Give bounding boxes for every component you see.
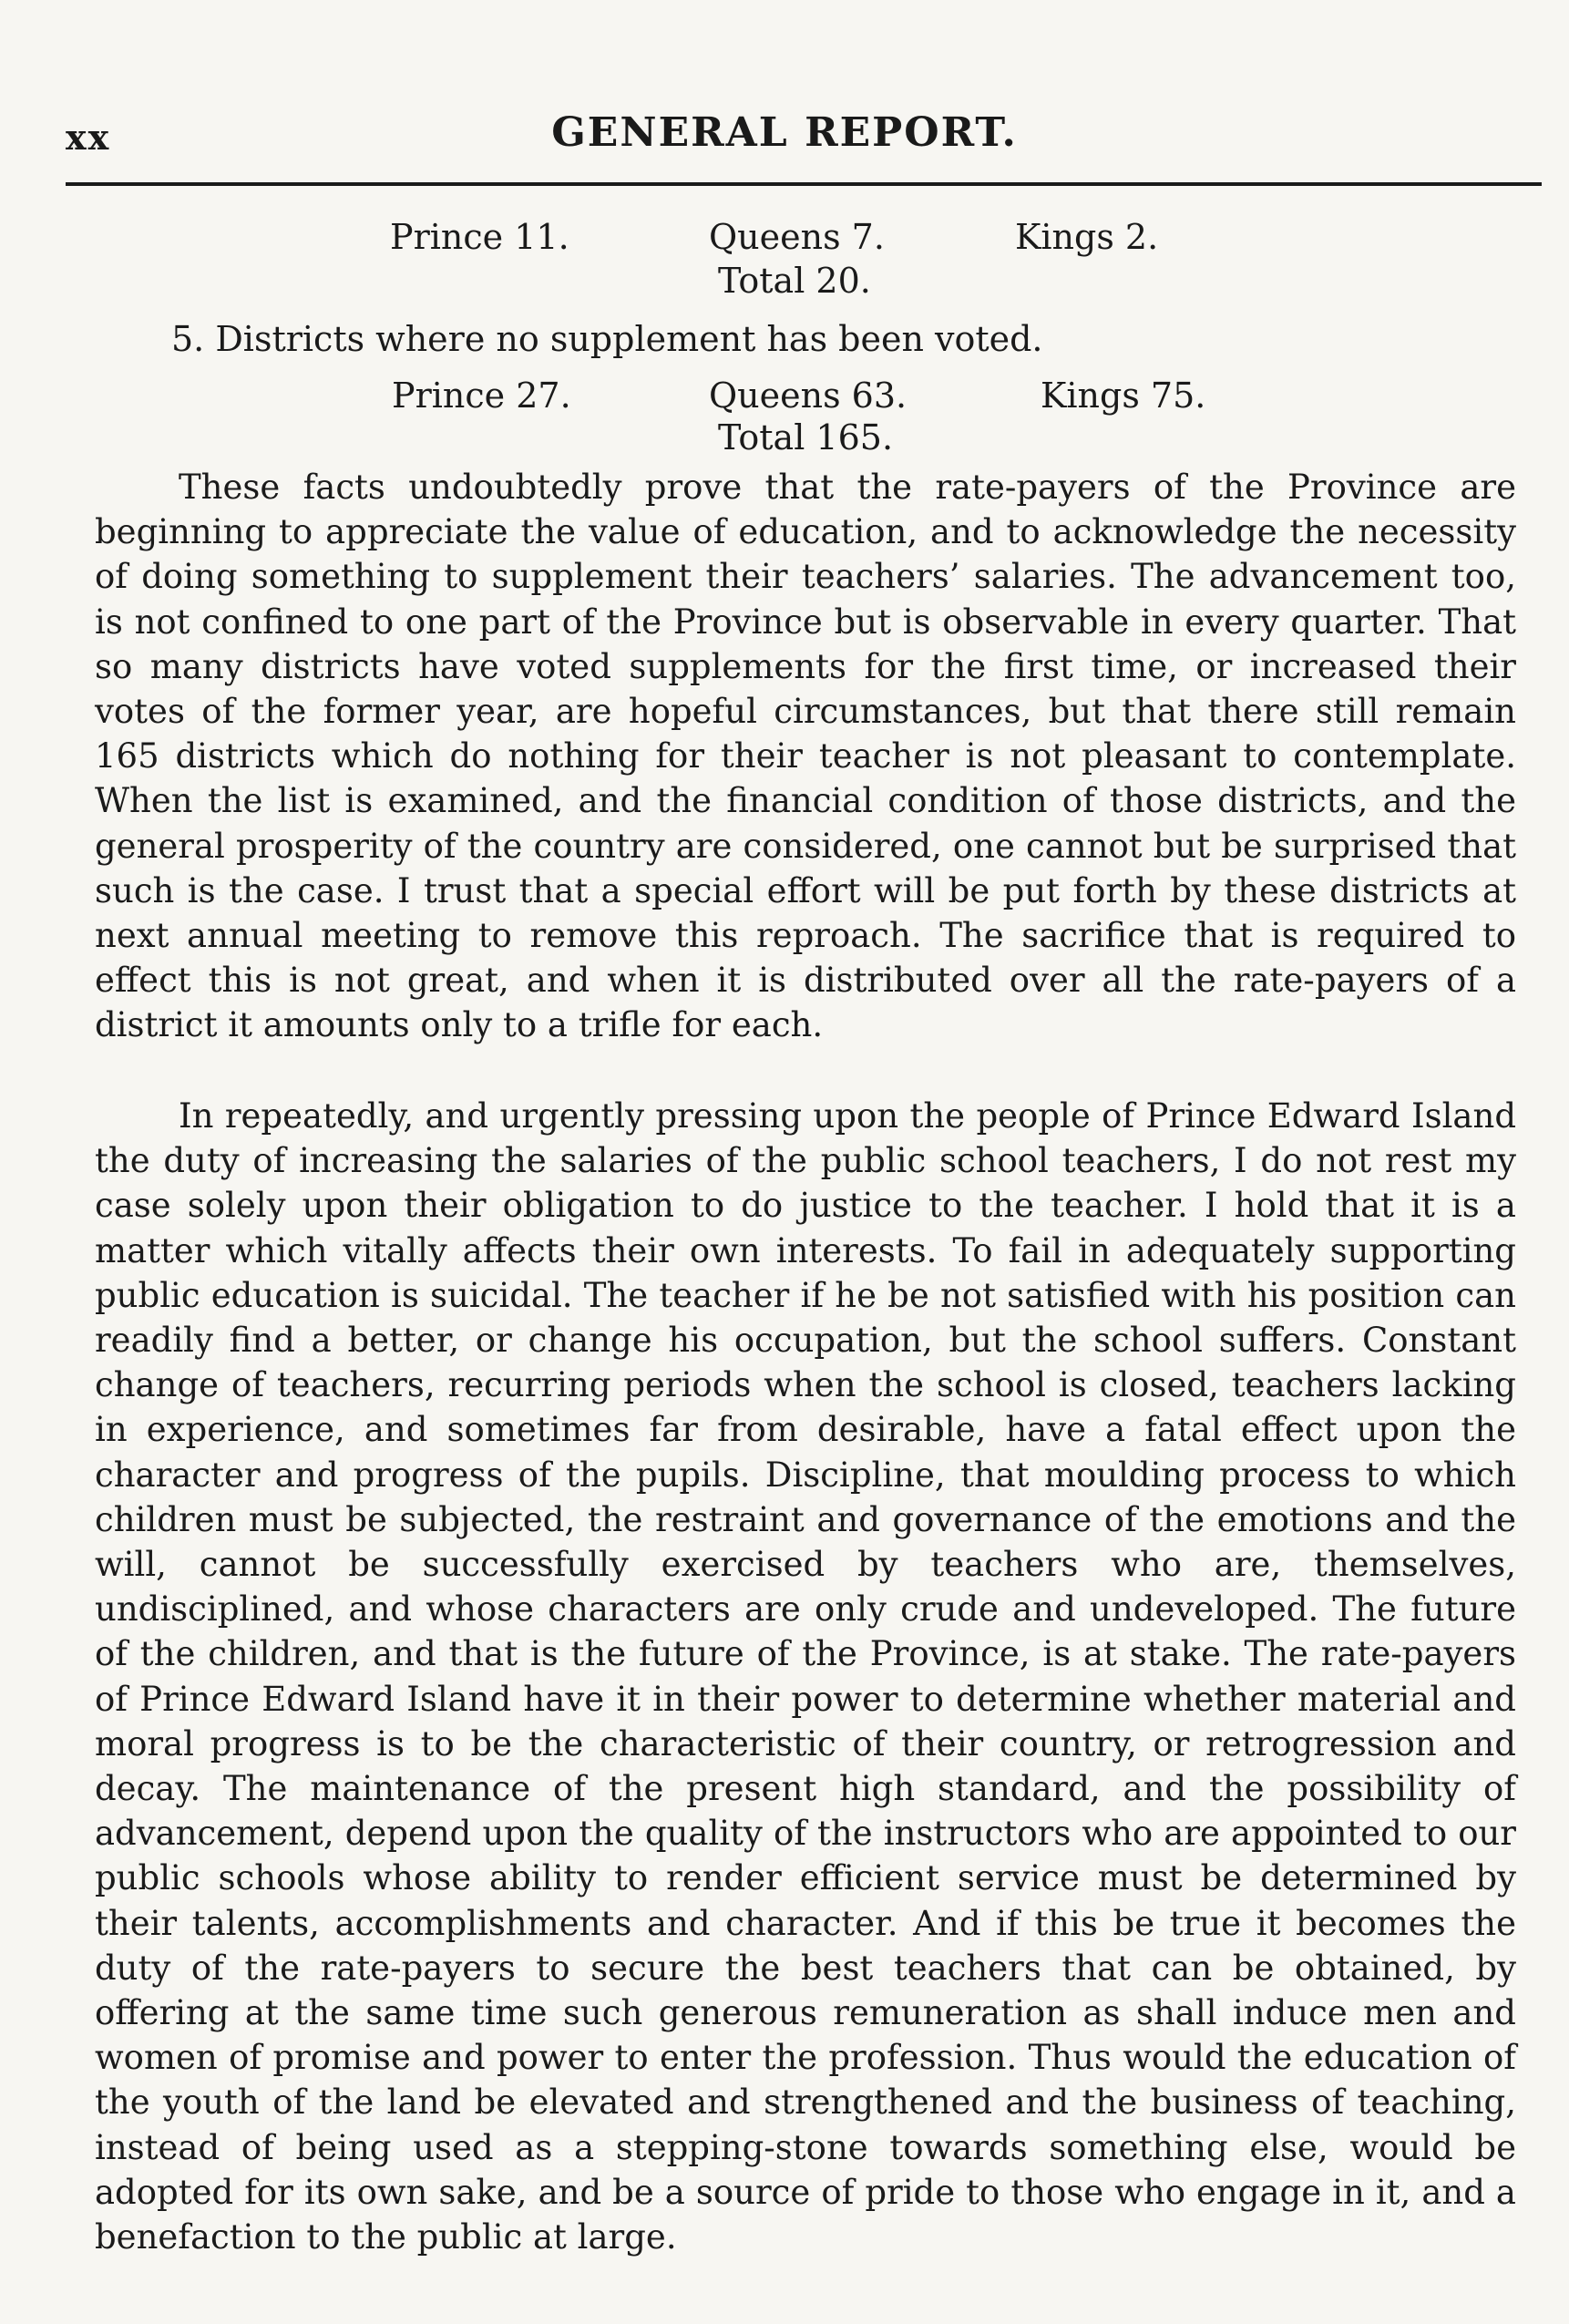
kings-count: Kings 2.	[1015, 217, 1159, 257]
header-rule	[66, 182, 1542, 186]
running-head: GENERAL REPORT.	[551, 109, 1018, 156]
queens-count: Queens 7.	[709, 217, 885, 257]
kings-count: Kings 75.	[1041, 375, 1206, 416]
supplement-total: Total 20.	[718, 261, 871, 301]
no-supplement-tally-row	[0, 375, 1569, 419]
prince-count: Prince 27.	[392, 375, 571, 416]
item-5-label: 5. Districts where no supplement has been voted.	[171, 319, 1043, 359]
queens-count: Queens 63.	[709, 375, 908, 416]
no-supplement-total: Total 165.	[718, 417, 894, 458]
paragraph-rate-payers: These facts undoubtedly prove that the rate-payers of the Province are beginning to appreciate the value of education, and to acknowledge the necessity of doing something to supplement their teachers’ salaries. The advancement too, is not confined to one part of the Province but is observable in every quarter. That so many districts have voted supplements for the first time, or increased their votes of the former year, are hopeful circumstances, but that there still remain 165 districts which do nothing for their teacher is not pleasant to contemplate. When the list is examined, and the financial condition of those districts, and the general prosperity of the country are considered, one cannot but be surprised that such is the case. I trust that a special effort will be put forth by these districts at next annual meeting to remove this reproach. The sacrifice that is required to effect this is not great, and when it is distributed over all the rate-payers of a district it amounts only to a trifle for each.	[95, 468, 1516, 1045]
supplement-tally-row	[0, 217, 1569, 261]
prince-count: Prince 11.	[390, 217, 569, 257]
page-number: xx	[66, 117, 111, 158]
paragraph-teacher-salaries: In repeatedly, and urgently pressing upon the people of Prince Edward Island the duty of increasing the salaries of the public school teachers, I do not rest my case solely upon their obligation to do justice to the teacher. I hold that it is a matter which vitally affects their own interests. To fail in adequately supporting public education is suicidal. The teacher if he be not satisfied with his position can readily find a better, or change his occupation, but the school suffers. Constant change of teachers, recurring periods when the school is closed, teachers lacking in experience, and sometimes far from desirable, have a fatal effect upon the character and progress of the pupils. Discipline, that moulding process to which children must be subjected, the restraint and governance of the emotions and the will, cannot be successfully exercised by teachers who are, themselves, undisciplined, and whose characters are only crude and undeveloped. The future of the children, and that is the future of the Province, is at stake. The rate-payers of Prince Edward Island have it in their power to determine whether material and moral progress is to be the characteristic of their country, or retrogression and decay. The maintenance of the present high standard, and the possibility of advancement, depend upon the quality of the instructors who are appointed to our public schools whose ability to render efficient service must be determined by their talents, accomplishments and character. And if this be true it becomes the duty of the rate-payers to secure the best teachers that can be obtained, by offering at the same time such generous remuneration as shall induce men and women of promise and power to enter the profession. Thus would the education of the youth of the land be elevated and strengthened and the business of teaching, instead of being used as a stepping-stone towards something else, would be adopted for its own sake, and be a source of pride to those who engage in it, and a benefaction to the public at large.	[95, 1096, 1516, 2257]
